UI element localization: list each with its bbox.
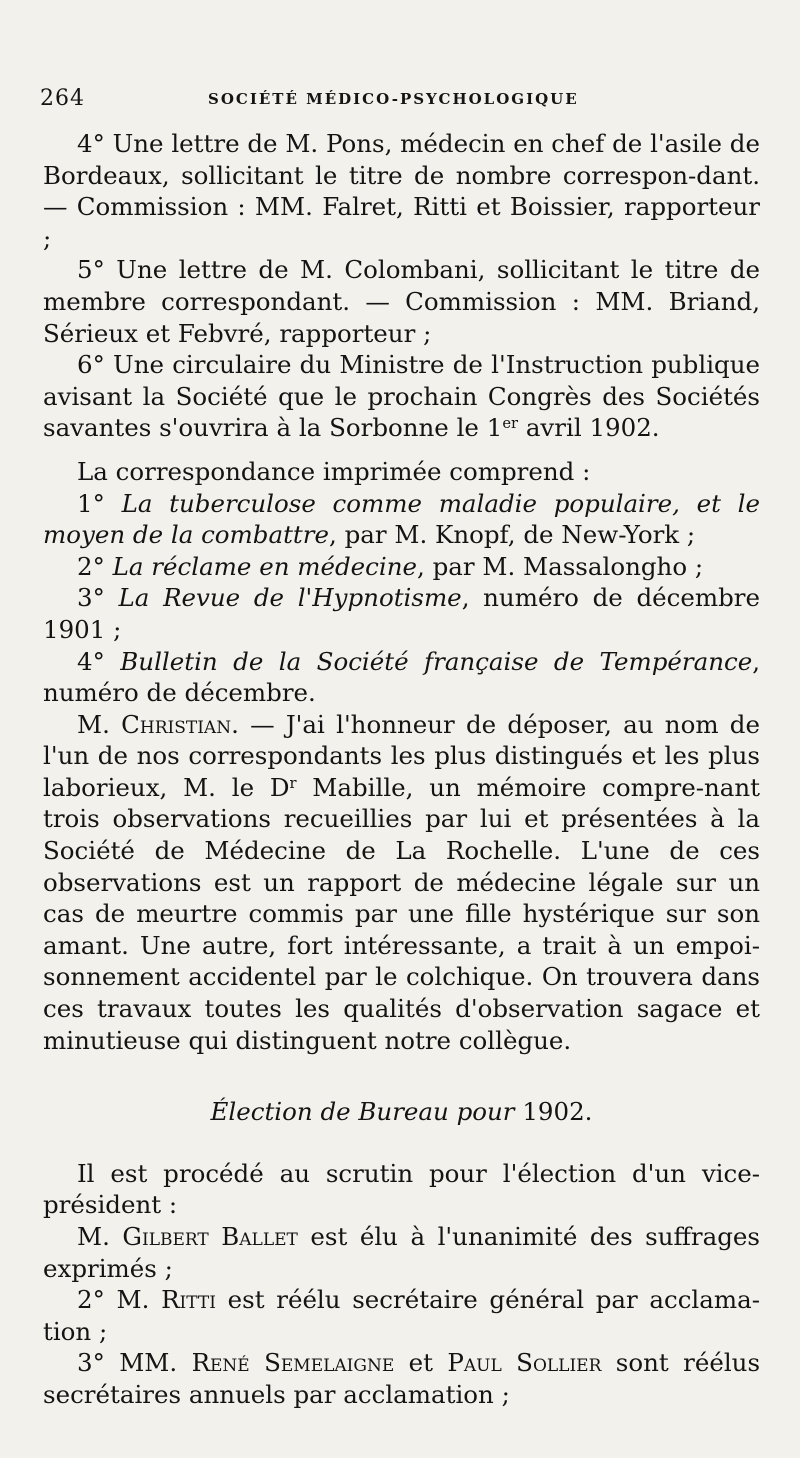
work-title: La réclame en médecine — [112, 551, 418, 581]
work-title: La tuberculose comme maladie populaire, et le moyen de la combattre — [43, 488, 760, 550]
honorific: 2° M. — [77, 1285, 162, 1315]
election-item-3 — [43, 1347, 760, 1410]
item-detail: , numéro de décembre 1901 ; — [43, 583, 760, 644]
paragraph-text: Mabille, un mémoire compre-nant trois observations recueillies par lui et présentées à la Société de Médecine de La Rochelle. L'une de ces observations est un rapport de médecine légale sur un cas de meurtre commis par une fille hystérique sur son amant. Une autre, fort intéressante, a trait à un empoi-sonnement accidentel par le colchique. On trouvera dans ces travaux toutes les qualités d'observation sagace et minutieuse qui distinguent notre collègue. — [43, 772, 760, 1055]
item-number: 4° — [77, 646, 121, 676]
paragraph-text: est réélu secrétaire général par acclama-tion ; — [43, 1285, 760, 1346]
paragraph-item-5: 5° Une lettre de M. Colombani, sollicitant le titre de membre correspondant. — Commission : MM. Briand, Sérieux et Febvré, rapporteur ; — [43, 255, 760, 348]
paragraph-text: est élu à l'unanimité des suffrages exprimés ; — [43, 1222, 760, 1283]
paragraph-item-4: 4° Une lettre de M. Pons, médecin en chef de l'asile de Bordeaux, sollicitant le titre de nombre correspon-dant. — Commission : MM. Falret, Ritti et Boissier, rapporteur ; — [43, 129, 760, 253]
section-title-year: 1902. — [514, 1097, 593, 1127]
printed-item-1 — [43, 488, 760, 551]
printed-item-2 — [43, 551, 760, 583]
paragraph-text: avril 1902. — [518, 413, 660, 443]
paragraph-text: . — J'ai l'honneur de déposer, au nom de l'un de nos correspondants les plus distingués et les plus laborieux, M. le D — [43, 709, 760, 802]
person-name: Gilbert Ballet — [122, 1222, 298, 1251]
work-title: Bulletin de la Société française de Tempérance — [120, 646, 753, 676]
person-name: Ritti — [161, 1285, 216, 1315]
paragraph-text: sont réélus secrétaires annuels par acclamation ; — [43, 1348, 761, 1409]
printed-item-3 — [43, 582, 760, 645]
running-head: SOCIÉTÉ MÉDICO-PSYCHOLOGIQUE — [208, 90, 579, 108]
speaker-name: Christian — [121, 709, 232, 739]
paragraph-text: et — [394, 1348, 448, 1378]
person-name: Paul Sollier — [447, 1348, 602, 1378]
superscript: er — [502, 415, 519, 433]
person-name: René Semelaigne — [191, 1348, 395, 1378]
item-number: 2° — [77, 551, 113, 581]
item-number: 3° — [77, 583, 119, 613]
honorific: M. — [77, 709, 122, 739]
superscript: r — [289, 774, 297, 792]
paragraph-item-6 — [43, 349, 760, 444]
page-number: 264 — [40, 86, 85, 111]
item-detail: , par M. Knopf, de New-York ; — [329, 520, 696, 550]
election-intro: Il est procédé au scrutin pour l'élection d'un vice-président : — [43, 1158, 760, 1220]
item-detail: , par M. Massalongho ; — [417, 551, 704, 581]
section-title-text: Élection de Bureau pour — [210, 1097, 515, 1127]
election-item-1 — [43, 1221, 760, 1284]
paragraph-text: 6° Une circulaire du Ministre de l'Instruction publique avisant la Société que le prochain Congrès des Sociétés savantes s'ouvrira à la Sorbonne le 1 — [43, 350, 760, 443]
honorific: 3° MM. — [77, 1348, 192, 1378]
christian-statement — [43, 709, 760, 1057]
item-detail: , numéro de décembre. — [43, 646, 760, 708]
election-item-2 — [43, 1284, 760, 1347]
item-number: 1° — [77, 488, 122, 518]
honorific: M. — [77, 1222, 123, 1251]
printed-correspondence-intro: La correspondance imprimée comprend : — [77, 456, 591, 486]
printed-item-4 — [43, 646, 760, 709]
page-header — [40, 86, 760, 116]
body-text — [43, 128, 760, 1411]
work-title: La Revue de l'Hypnotisme — [118, 583, 462, 613]
section-title — [43, 1096, 760, 1128]
